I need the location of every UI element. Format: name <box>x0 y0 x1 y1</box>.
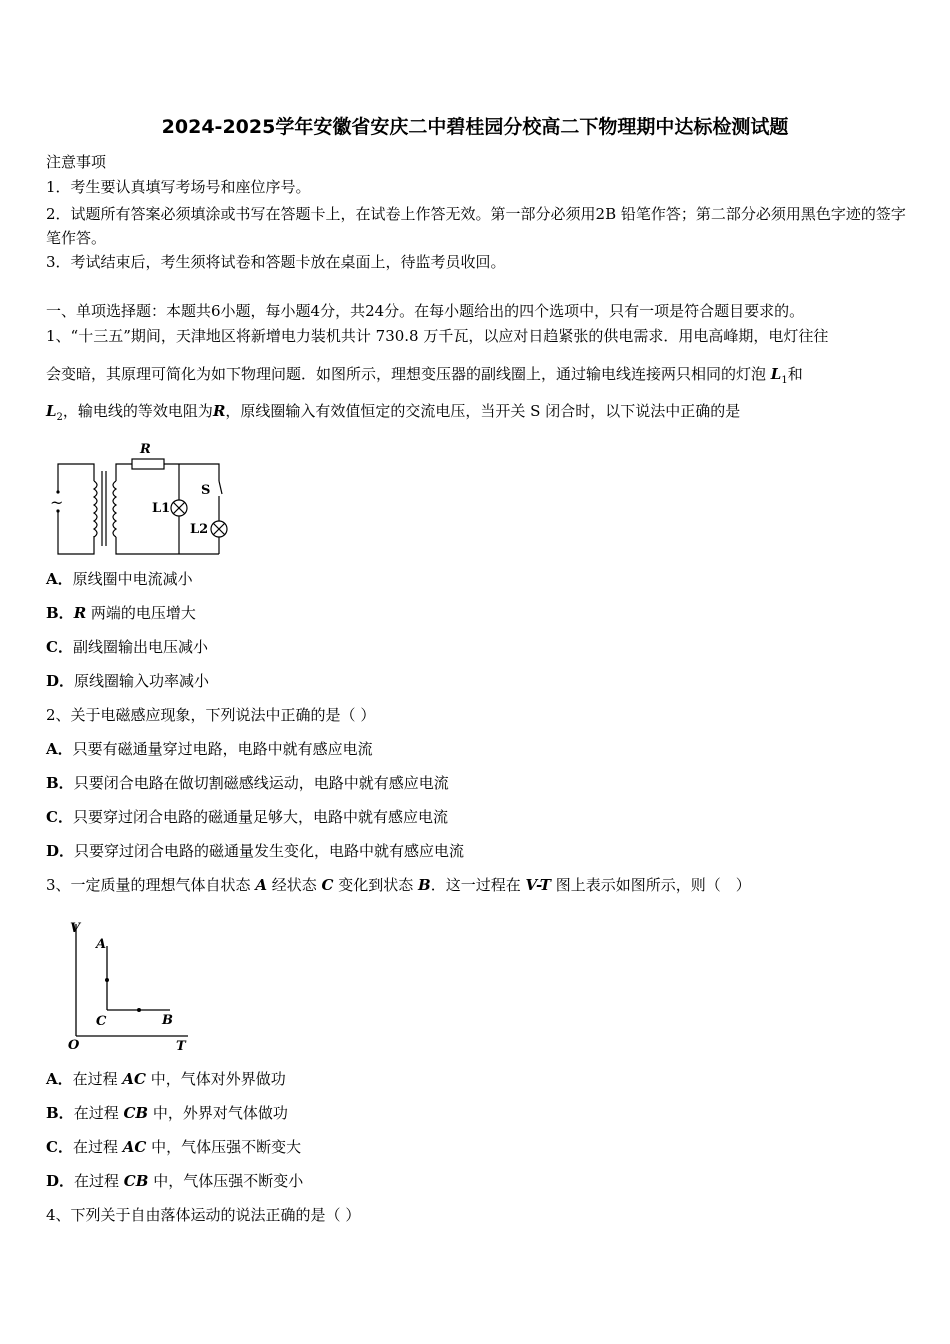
q2-option-d <box>46 841 464 861</box>
notice-item-3: 3．考试结束后，考生须将试卷和答题卡放在桌面上，待监考员收回。 <box>46 253 506 271</box>
q3-stem-p2: 经状态 <box>266 876 322 894</box>
q4-stem: 4、下列关于自由落体运动的说法正确的是（ ） <box>46 1206 361 1224</box>
label-a: A <box>96 937 107 952</box>
secondary-wire-top <box>116 464 132 481</box>
notice-item-2: 2．试题所有答案必须填涂或书写在答题卡上，在试卷上作答无效。第一部分必须用2B 铅笔作答；第二部分必须用黑色字迹的签字笔作答。 <box>46 205 906 247</box>
point-mid-cb <box>137 1008 141 1012</box>
q3-option-c-var: AC <box>122 1138 147 1156</box>
q1-option-c-letter: C． <box>46 638 73 656</box>
q2-option-d-text: 只要穿过闭合电路的磁通量发生变化，电路中就有感应电流 <box>74 842 465 860</box>
switch-s <box>219 481 222 494</box>
q3-option-d-pre: 在过程 <box>74 1172 124 1190</box>
transformer-circuit-diagram <box>44 436 244 561</box>
q3-stem-p4: ．这一过程在 <box>430 876 526 894</box>
q3-option-b-pre: 在过程 <box>73 1104 124 1122</box>
q3-option-c <box>46 1137 301 1157</box>
label-t: T <box>176 1039 186 1054</box>
resistor-r <box>132 459 164 469</box>
label-o: O <box>68 1038 80 1053</box>
q3-option-d-var: CB <box>123 1172 149 1190</box>
q3-option-c-pre: 在过程 <box>72 1138 123 1156</box>
q3-var-c: C <box>321 876 334 894</box>
label-l2: L2 <box>190 522 209 537</box>
q1-var-L1: L <box>770 365 782 383</box>
q3-option-d-letter: D． <box>46 1172 75 1190</box>
q1-stem-line1: 1、“十三五”期间，天津地区将新增电力装机共计 730.8 万千瓦，以应对日趋紧张的供电需求．用电高峰期，电灯往往 <box>46 327 829 345</box>
wire-to-switch <box>164 464 219 481</box>
q1-and: 和 <box>787 365 803 383</box>
q1-var-L1-sub: 1 <box>781 375 788 386</box>
q2-option-a-text: 只要有磁通量穿过电路，电路中就有感应电流 <box>72 740 373 758</box>
q1-option-a-text: 原线圈中电流减小 <box>72 570 193 588</box>
q3-stem <box>46 875 751 895</box>
q1-option-b-var: R <box>73 604 87 622</box>
page-title: 2024-2025学年安徽省安庆二中碧桂园分校高二下物理期中达标检测试题 <box>161 116 789 138</box>
q2-option-a-letter: A． <box>46 740 73 758</box>
label-v: V <box>70 921 81 936</box>
primary-wire-bottom <box>58 511 94 554</box>
secondary-wire-bottom <box>116 537 219 554</box>
q2-option-c-text: 只要穿过闭合电路的磁通量足够大，电路中就有感应电流 <box>72 808 448 826</box>
q3-option-b <box>46 1103 288 1123</box>
q3-option-a-pre: 在过程 <box>72 1070 123 1088</box>
section-heading: 一、单项选择题：本题共6小题，每小题4分，共24分。在每小题给出的四个选项中，只有一项是符合题目要求的。 <box>46 302 805 320</box>
q1-option-a <box>46 569 193 589</box>
q2-option-c <box>46 807 448 827</box>
vt-graph <box>60 914 200 1054</box>
q3-option-d <box>46 1171 303 1191</box>
point-mid-ac <box>105 978 109 982</box>
q3-option-b-post: 中，外界对气体做功 <box>148 1104 288 1122</box>
q1-stem-line2 <box>46 364 803 391</box>
q1-stem-text: 会变暗，其原理可简化为如下物理问题．如图所示，理想变压器的副线圈上，通过输电线连接两只相同的灯泡 <box>46 365 767 383</box>
q1-option-d-letter: D． <box>46 672 75 690</box>
label-b: B <box>162 1013 173 1028</box>
secondary-coil <box>113 481 116 537</box>
q2-option-b-text: 只要闭合电路在做切割磁感线运动，电路中就有感应电流 <box>73 774 449 792</box>
q2-option-b-letter: B． <box>46 774 74 792</box>
primary-coil <box>94 481 97 537</box>
q1-option-a-letter: A． <box>46 570 73 588</box>
q3-option-a-post: 中，气体对外界做功 <box>146 1070 286 1088</box>
q3-option-c-post: 中，气体压强不断变大 <box>146 1138 302 1156</box>
q3-option-d-post: 中，气体压强不断变小 <box>148 1172 304 1190</box>
q3-var-vt: V-T <box>525 876 551 894</box>
q1-option-b-text: 两端的电压增大 <box>86 604 196 622</box>
q1-var-L2: L <box>46 402 57 420</box>
q3-option-a-var: AC <box>122 1070 146 1088</box>
q1-stem-text-3: ，原线圈输入有效值恒定的交流电压，当开关 S 闭合时，以下说法中正确的是 <box>225 402 741 420</box>
q1-var-R: R <box>212 402 226 420</box>
q1-option-d-text: 原线圈输入功率减小 <box>74 672 210 690</box>
q2-option-b <box>46 773 449 793</box>
q1-option-d <box>46 671 209 691</box>
q3-stem-p1: 3、一定质量的理想气体自状态 <box>46 876 256 894</box>
q1-option-b-letter: B． <box>46 604 74 622</box>
q3-stem-p3: 变化到状态 <box>333 876 419 894</box>
q3-var-b: B <box>418 876 431 894</box>
label-r: R <box>140 442 151 457</box>
q1-option-c <box>46 637 208 657</box>
q2-option-d-letter: D． <box>46 842 75 860</box>
q3-option-a <box>46 1069 286 1089</box>
label-l1: L1 <box>152 501 171 516</box>
q1-option-b <box>46 603 196 623</box>
q2-stem: 2、关于电磁感应现象，下列说法中正确的是（ ） <box>46 706 376 724</box>
q3-option-b-letter: B． <box>46 1104 74 1122</box>
notice-heading: 注意事项 <box>46 153 107 171</box>
q2-option-a <box>46 739 373 759</box>
label-s: S <box>201 483 211 498</box>
ac-source-symbol: ~ <box>50 493 64 512</box>
q3-var-a: A <box>255 876 267 894</box>
q3-option-b-var: CB <box>123 1104 149 1122</box>
q1-var-L2-sub: 2 <box>56 412 63 423</box>
label-c: C <box>96 1014 107 1029</box>
q1-stem-text-2: ，输电线的等效电阻为 <box>62 402 213 420</box>
q3-stem-p5: 图上表示如图所示，则（ ） <box>550 876 751 894</box>
q2-option-c-letter: C． <box>46 808 73 826</box>
q3-option-c-letter: C． <box>46 1138 73 1156</box>
q3-option-a-letter: A． <box>46 1070 73 1088</box>
notice-item-1: 1．考生要认真填写考场号和座位序号。 <box>46 178 311 196</box>
primary-wire-top <box>58 464 94 491</box>
q1-stem-line3 <box>46 401 740 428</box>
q1-option-c-text: 副线圈输出电压减小 <box>72 638 208 656</box>
